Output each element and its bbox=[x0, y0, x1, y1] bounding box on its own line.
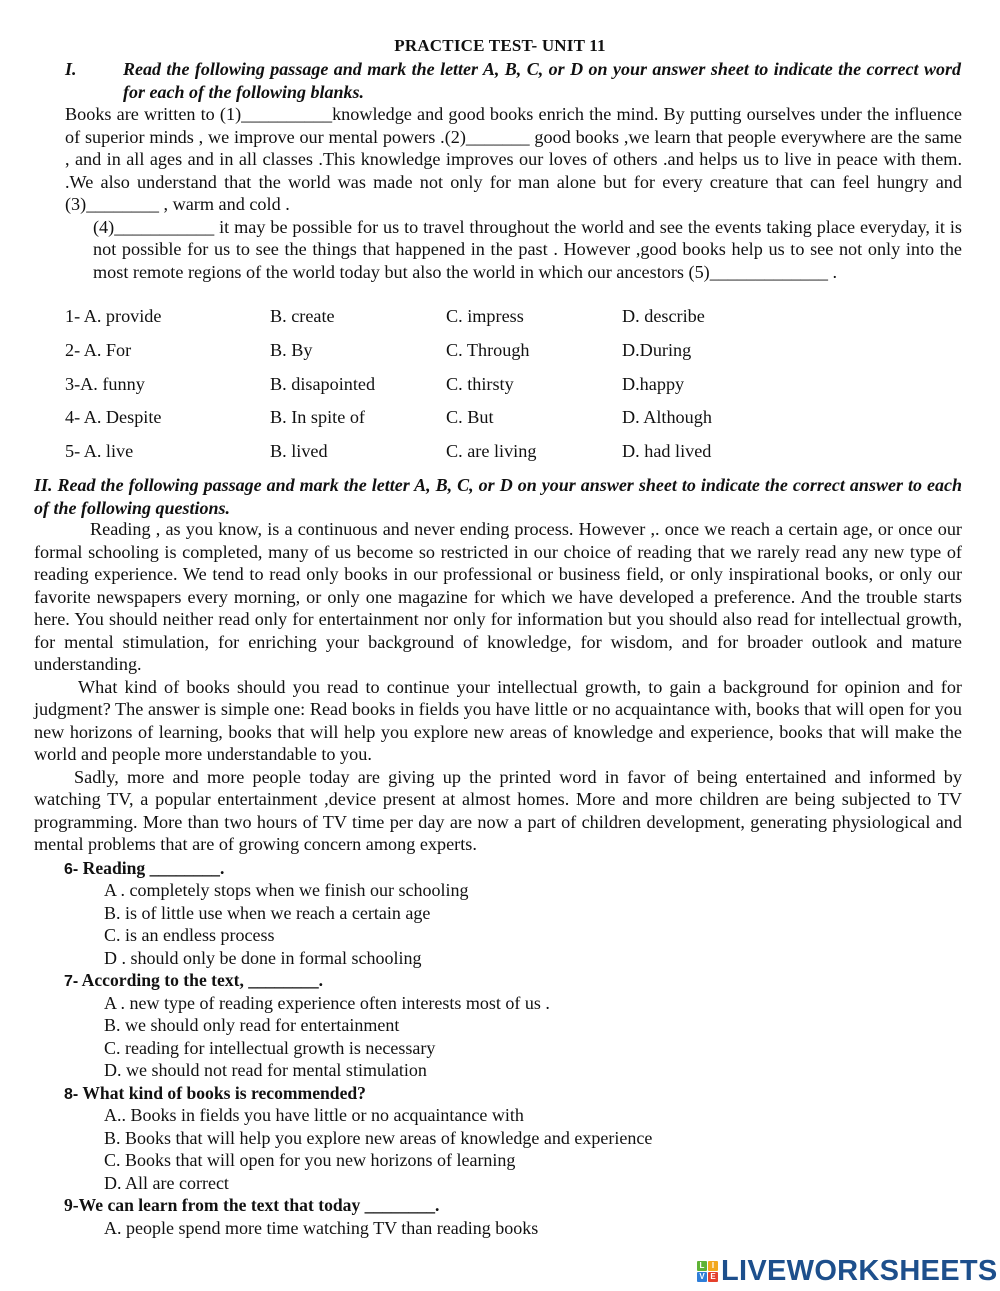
section-1-paragraph-1: Books are written to (1)__________knowledge and good books enrich the mind. By putting ourselves under the influence of superior minds , we improve our mental powers .(2)_______ good books ,we learn that people everywhere are the same , and in all ages and in all classes .This knowledge improves our loves of others .and helps us to live in peace with them. .We also understand that the world was made not only for man alone but for every creature that can feel hungry and (3)________ , warm and cold . bbox=[65, 104, 962, 214]
question-6 bbox=[64, 857, 224, 882]
answer-6a[interactable]: A . completely stops when we finish our schooling bbox=[104, 880, 469, 900]
logo-block-i: I bbox=[708, 1261, 718, 1271]
question-9-stem: 9-We can learn from the text that today ________. bbox=[64, 1195, 440, 1215]
logo-block-v: V bbox=[697, 1272, 707, 1282]
section-2-paragraph-1: Reading , as you know, is a continuous and never ending process. However ,. once we reach a certain age, or once our formal schooling is completed, many of us become so restricted in our choice of reading that we rarely read any new type of reading experience. We tend to read only books in our professional or business field, or only inspirational books, or only our favorite newspapers every morning, or only one magazine for which we have developed a preference. And the trouble starts here. You should neither read only for entertainment nor only for information but you should also read for intellectual growth, for mental stimulation, for enriching your background of knowledge, for wisdom, and for broader outlook and mature understanding. bbox=[34, 519, 962, 674]
section-1-number: I. bbox=[65, 59, 77, 79]
question-6-stem: Reading ________. bbox=[82, 858, 225, 878]
option-3c[interactable]: C. thirsty bbox=[446, 374, 514, 394]
option-1d[interactable]: D. describe bbox=[622, 306, 705, 326]
question-7-stem: According to the text, ________. bbox=[81, 970, 324, 990]
answer-6d[interactable]: D . should only be done in formal schooling bbox=[104, 948, 422, 968]
section-1-paragraph-2: (4)___________ it may be possible for us to travel throughout the world and see the events taking place everyday, it is not possible for us to see the things that happened in the past . However ,good books help us to see not only into the most remote regions of the world today but also the world in which our ancestors (5)_____________ . bbox=[93, 216, 962, 282]
logo-block-l: L bbox=[697, 1261, 707, 1271]
question-7-number: 7- bbox=[64, 973, 79, 990]
page-title: PRACTICE TEST- UNIT 11 bbox=[394, 36, 606, 55]
answer-8b[interactable]: B. Books that will help you explore new areas of knowledge and experience bbox=[104, 1128, 653, 1148]
option-5c[interactable]: C. are living bbox=[446, 441, 537, 461]
answer-7a[interactable]: A . new type of reading experience often interests most of us . bbox=[104, 993, 550, 1013]
section-2-instruction: II. Read the following passage and mark the letter A, B, C, or D on your answer sheet to indicate the correct answer to each of the following questions. bbox=[34, 475, 962, 518]
option-3d[interactable]: D.happy bbox=[622, 374, 685, 394]
option-2a[interactable]: 2- A. For bbox=[65, 340, 132, 360]
question-6-number: 6- bbox=[64, 861, 79, 878]
question-8-number: 8- bbox=[64, 1086, 79, 1103]
answer-8c[interactable]: C. Books that will open for you new horizons of learning bbox=[104, 1150, 516, 1170]
option-4d[interactable]: D. Although bbox=[622, 407, 712, 427]
section-2-paragraph-2: What kind of books should you read to continue your intellectual growth, to gain a background for opinion and for judgment? The answer is simple one: Read books in fields you have little or no acquaintance with, books that will open for you new horizons of learning, books that will help you explore new areas of knowledge and experience, books that will make the world and people more understandable to you. bbox=[34, 676, 962, 764]
section-1-instruction: Read the following passage and mark the letter A, B, C, or D on your answer sheet to indicate the correct word for each of the following blanks. bbox=[123, 59, 961, 102]
logo-text: LIVEWORKSHEETS bbox=[721, 1255, 998, 1287]
question-7 bbox=[64, 969, 323, 994]
option-1c[interactable]: C. impress bbox=[446, 306, 524, 326]
option-3b[interactable]: B. disapointed bbox=[270, 374, 376, 394]
option-4a[interactable]: 4- A. Despite bbox=[65, 407, 162, 427]
answer-7c[interactable]: C. reading for intellectual growth is necessary bbox=[104, 1038, 436, 1058]
section-2-passage bbox=[34, 518, 962, 856]
option-5d[interactable]: D. had lived bbox=[622, 441, 712, 461]
option-5b[interactable]: B. lived bbox=[270, 441, 328, 461]
option-3a[interactable]: 3-A. funny bbox=[65, 374, 145, 394]
option-5a[interactable]: 5- A. live bbox=[65, 441, 134, 461]
answer-6b[interactable]: B. is of little use when we reach a certain age bbox=[104, 903, 431, 923]
option-4b[interactable]: B. In spite of bbox=[270, 407, 365, 427]
option-2b[interactable]: B. By bbox=[270, 340, 313, 360]
option-4c[interactable]: C. But bbox=[446, 407, 494, 427]
question-8-stem: What kind of books is recommended? bbox=[82, 1083, 366, 1103]
section-2-paragraph-3: Sadly, more and more people today are giving up the printed word in favor of being entertained and informed by watching TV, a popular entertainment ,device present at almost homes. More and more children are being subjected to TV programming. More than two hours of TV time per day are now a part of children development, generating physiological and mental problems that are of growing concern among experts. bbox=[34, 766, 962, 854]
answer-7d[interactable]: D. we should not read for mental stimulation bbox=[104, 1060, 427, 1080]
option-2c[interactable]: C. Through bbox=[446, 340, 530, 360]
option-1a[interactable]: 1- A. provide bbox=[65, 306, 162, 326]
liveworksheets-logo bbox=[697, 1256, 998, 1286]
option-2d[interactable]: D.During bbox=[622, 340, 692, 360]
answer-8d[interactable]: D. All are correct bbox=[104, 1173, 229, 1193]
live-blocks-icon bbox=[697, 1261, 718, 1282]
option-1b[interactable]: B. create bbox=[270, 306, 335, 326]
section-1-passage bbox=[65, 103, 962, 283]
answer-9a[interactable]: A. people spend more time watching TV than reading books bbox=[104, 1218, 539, 1238]
answer-6c[interactable]: C. is an endless process bbox=[104, 925, 275, 945]
answer-8a[interactable]: A.. Books in fields you have little or no acquaintance with bbox=[104, 1105, 524, 1125]
logo-block-e: E bbox=[708, 1272, 718, 1282]
question-8 bbox=[64, 1082, 366, 1107]
question-9 bbox=[64, 1194, 439, 1217]
answer-7b[interactable]: B. we should only read for entertainment bbox=[104, 1015, 400, 1035]
